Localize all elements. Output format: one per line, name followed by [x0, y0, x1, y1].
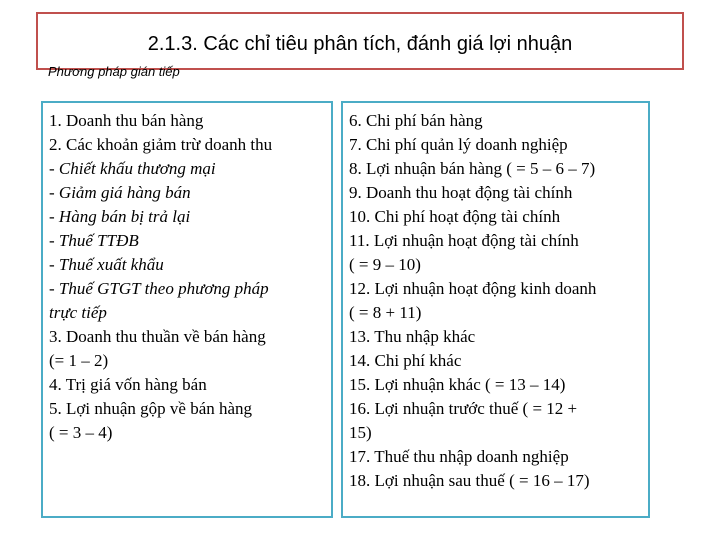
- list-item: 7. Chi phí quản lý doanh nghiệp: [349, 135, 568, 154]
- list-item: 3. Doanh thu thuần về bán hàng: [49, 327, 266, 346]
- list-item: ( = 9 – 10): [349, 255, 421, 274]
- list-item: 1. Doanh thu bán hàng: [49, 111, 204, 130]
- title-box: [36, 12, 684, 70]
- list-item: 18. Lợi nhuận sau thuế ( = 16 – 17): [349, 471, 590, 490]
- list-item: ( = 8 + 11): [349, 303, 422, 322]
- list-item: trực tiếp: [49, 303, 107, 322]
- list-item: - Chiết khấu thương mại: [49, 159, 216, 178]
- list-item: - Giảm giá hàng bán: [49, 183, 191, 202]
- list-item: 5. Lợi nhuận gộp về bán hàng: [49, 399, 253, 418]
- list-item: 15): [349, 423, 372, 442]
- list-item: - Thuế xuất khẩu: [49, 255, 164, 274]
- list-item: 15. Lợi nhuận khác ( = 13 – 14): [349, 375, 566, 394]
- list-item: - Thuế TTĐB: [49, 231, 139, 250]
- left-indicator-list: [49, 109, 327, 445]
- list-item: 11. Lợi nhuận hoạt động tài chính: [349, 231, 579, 250]
- list-item: - Hàng bán bị trả lại: [49, 207, 191, 226]
- list-item: 10. Chi phí hoạt động tài chính: [349, 207, 561, 226]
- list-item: (= 1 – 2): [49, 351, 109, 370]
- slide-title: 2.1.3. Các chỉ tiêu phân tích, đánh giá lợi nhuận: [147, 33, 573, 55]
- right-content-panel: [341, 101, 650, 518]
- list-item: 4. Trị giá vốn hàng bán: [49, 375, 207, 394]
- list-item: 12. Lợi nhuận hoạt động kinh doanh: [349, 279, 597, 298]
- list-item: 6. Chi phí bán hàng: [349, 111, 483, 130]
- list-item: 9. Doanh thu hoạt động tài chính: [349, 183, 573, 202]
- list-item: 16. Lợi nhuận trước thuế ( = 12 +: [349, 399, 578, 418]
- list-item: 2. Các khoản giảm trừ doanh thu: [49, 135, 273, 154]
- list-item: 13. Thu nhập khác: [349, 327, 476, 346]
- left-content-panel: [41, 101, 333, 518]
- list-item: 17. Thuế thu nhập doanh nghiệp: [349, 447, 569, 466]
- method-subtitle: Phương pháp gián tiếp: [48, 64, 180, 79]
- right-indicator-list: [349, 109, 644, 493]
- list-item: - Thuế GTGT theo phương pháp: [49, 279, 269, 298]
- list-item: 14. Chi phí khác: [349, 351, 462, 370]
- list-item: ( = 3 – 4): [49, 423, 113, 442]
- list-item: 8. Lợi nhuận bán hàng ( = 5 – 6 – 7): [349, 159, 596, 178]
